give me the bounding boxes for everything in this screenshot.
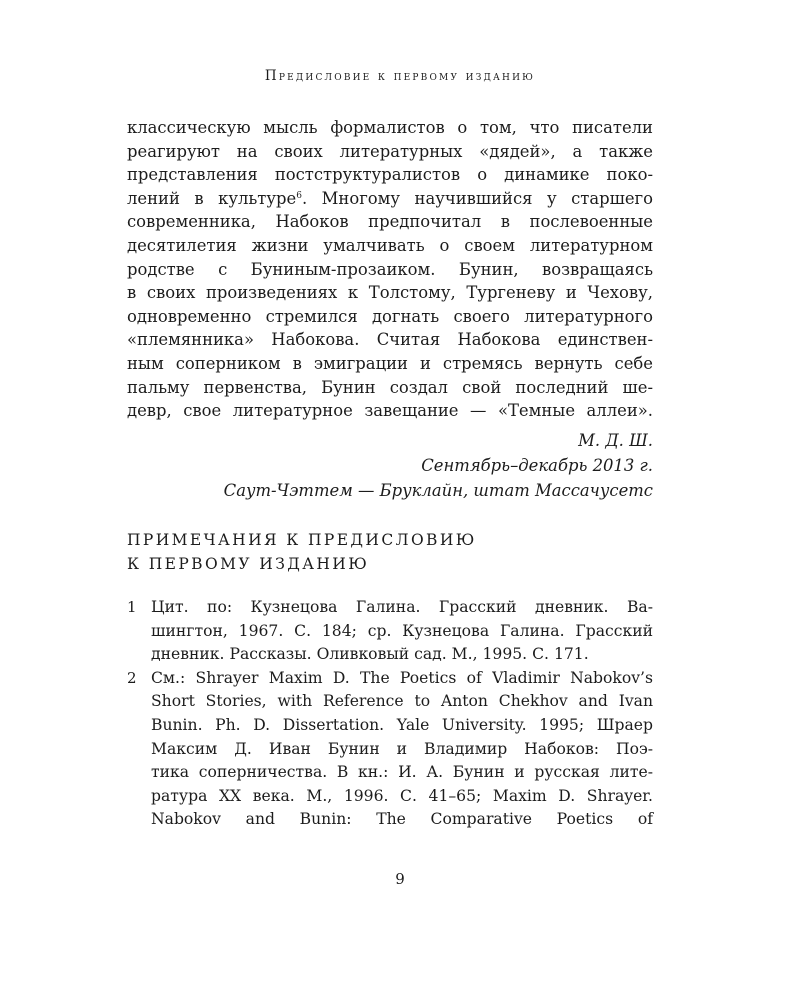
note-line: Bunin. Ph. D. Dissertation. Yale University. 1995; Шраер	[151, 715, 653, 734]
body-line-with-footnote	[127, 187, 653, 211]
footnote-ref[interactable]: 6	[296, 190, 302, 201]
note-line: Nabokov and Bunin: The Comparative Poetics of	[151, 810, 653, 829]
body-line: родстве с Буниным-прозаиком. Бунин, возвращаясь	[127, 259, 653, 279]
body-line: десятилетия жизни умалчивать о своем литературном	[127, 235, 653, 255]
body-line: представления постструктуралистов о динамике поко-	[127, 165, 653, 185]
note-line: Цит. по: Кузнецова Галина. Грасский дневник. Ва-	[151, 598, 653, 616]
notes-list	[127, 596, 653, 832]
body-line: «племянника» Набокова. Считая Набокова единствен-	[127, 330, 653, 350]
page-number: 9	[395, 870, 405, 888]
note-line: ратура XX века. М., 1996. С. 41–65; Maxim D. Shrayer.	[151, 786, 653, 805]
notes-heading-line: К ПЕРВОМУ ИЗДАНИЮ	[127, 555, 370, 573]
note-line: См.: Shrayer Maxim D. The Poetics of Vladimir Nabokov’s	[151, 668, 653, 687]
signature-date: Сентябрь–декабрь 2013 г.	[421, 456, 653, 475]
body-line: современника, Набоков предпочитал в послевоенные	[127, 212, 653, 232]
note-line: Short Stories, with Reference to Anton Chekhov and Ivan	[151, 692, 653, 711]
note-line: дневник. Рассказы. Оливковый сад. М., 1995. С. 171.	[151, 645, 589, 664]
body-line-segment: лений в культуре	[127, 188, 297, 208]
running-head: Предисловие к первому изданию	[264, 68, 536, 84]
body-line: девр, свое литературное завещание — «Темные аллеи».	[127, 401, 653, 421]
note-number: 2	[127, 668, 137, 687]
notes-heading	[127, 528, 477, 576]
notes-heading-line: ПРИМЕЧАНИЯ К ПРЕДИСЛОВИЮ	[127, 531, 477, 549]
note-item	[127, 596, 653, 667]
note-line: шингтон, 1967. С. 184; ср. Кузнецова Галина. Грасский	[151, 621, 653, 640]
body-line: пальму первенства, Бунин создал свой последний ше-	[127, 377, 653, 397]
body-line: в своих произведениях к Толстому, Тургеневу и Чехову,	[127, 283, 653, 303]
body-line-segment: . Многому научившийся у старшего	[301, 188, 653, 208]
note-number: 1	[127, 598, 137, 616]
note-line: Максим Д. Иван Бунин и Владимир Набоков: Поэ-	[151, 739, 653, 758]
body-line: классическую мысль формалистов о том, что писатели	[127, 118, 653, 137]
note-item	[127, 667, 653, 832]
body-line: реагируют на своих литературных «дядей», а также	[127, 141, 653, 161]
signature-place: Саут-Чэттем — Бруклайн, штат Массачусетс	[223, 481, 653, 500]
note-line: тика соперничества. В кн.: И. А. Бунин и русская лите-	[151, 763, 653, 782]
body-line: ным соперником в эмиграции и стремясь вернуть себе	[127, 353, 653, 373]
signature-block	[224, 428, 653, 503]
body-line: одновременно стремился догнать своего литературного	[127, 306, 653, 326]
body-text	[127, 116, 653, 423]
signature-initials: М. Д. Ш.	[578, 431, 653, 450]
